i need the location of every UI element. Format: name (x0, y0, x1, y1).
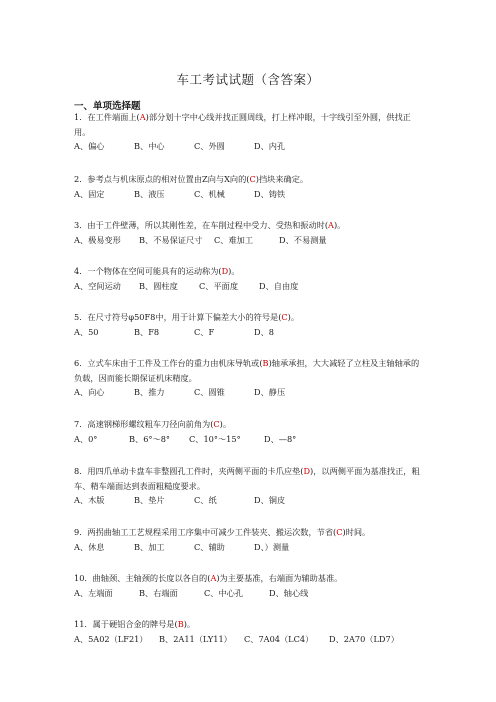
answer-key: A (139, 112, 146, 122)
answer-key: C (336, 527, 343, 537)
option-d: D、）测量 (254, 541, 290, 552)
question-stem: 8．用四爪单动卡盘车非整圆孔工件时，夹两侧平面的卡爪应垫(D)，以两侧平面为基准找正，粗车、精车端面达到表面粗糙度要求。 (74, 466, 420, 491)
answer-key: C (249, 174, 256, 184)
option-a: A、固定 (74, 188, 105, 199)
option-b: B、液压 (134, 188, 165, 199)
option-row (74, 586, 424, 601)
option-b: B、推力 (134, 387, 165, 397)
option-d: D、2A70（LD7） (329, 633, 399, 644)
option-row (74, 385, 424, 400)
option-b: B、垫片 (134, 495, 165, 505)
option-a: A、5A02（LF21） (74, 633, 148, 644)
page-title: 车工考试试题（含答案） (176, 72, 320, 87)
option-d: D、铜皮 (254, 495, 286, 505)
option-c: C、中心孔 (204, 587, 244, 598)
question-stem: 7．高速钢梯形螺纹粗车刀径向前角为(C)。 (74, 419, 232, 429)
option-row (74, 632, 424, 647)
question-8 (74, 464, 424, 508)
question-stem: 10．曲轴颈、主轴颈的长度以各自的(A)为主要基准，右端面为辅助基准。 (74, 573, 343, 583)
question-3 (74, 218, 424, 247)
option-b: B、F8 (134, 326, 160, 337)
option-c: C、外圆 (194, 141, 225, 151)
option-row (74, 187, 424, 202)
option-b: B、6°～8° (129, 433, 170, 444)
option-a: A、空间运动 (74, 280, 121, 291)
question-7 (74, 417, 424, 446)
question-4 (74, 264, 424, 293)
option-d: D、静压 (254, 387, 286, 397)
question-stem: 11．属于硬铝合金的牌号是(B)。 (74, 619, 196, 629)
option-c: C、难加工 (214, 234, 254, 245)
question-stem: 4．一个物体在空间可能具有的运动称为(D)。 (74, 266, 240, 276)
option-b: B、2A11（LY11） (159, 633, 232, 644)
option-row (74, 540, 424, 555)
option-d: D、—8° (264, 433, 297, 444)
option-a: A、向心 (74, 387, 105, 397)
option-c: C、机械 (194, 188, 225, 199)
question-2 (74, 172, 424, 201)
question-6 (74, 356, 424, 400)
option-b: B、右端面 (139, 587, 178, 598)
option-a: A、偏心 (74, 141, 105, 151)
question-stem: 3．由于工件壁薄，所以其刚性差，在车削过程中受力、受热和振动时(A)。 (74, 220, 346, 230)
option-row (74, 279, 424, 294)
answer-key: D (303, 466, 311, 476)
answer-key: C (281, 312, 288, 322)
option-c: C、平面度 (199, 280, 239, 291)
option-d: D、不易测量 (279, 234, 327, 245)
question-stem: 2．参考点与机床原点的相对位置由Z向与X向的(C)挡块来确定。 (74, 174, 309, 184)
option-row (74, 432, 424, 447)
answer-key: A (210, 573, 217, 583)
option-c: C、F (194, 326, 215, 337)
answer-key: B (262, 358, 269, 368)
option-a: A、0° (74, 433, 98, 444)
answer-key: D (221, 266, 229, 276)
question-stem: 1．在工件端面上(A)部分划十字中心线并找正圆周线，打上样冲眼，十字线引至外圆，供找正用。 (74, 112, 411, 137)
option-d: D、自由度 (259, 280, 299, 291)
option-b: B、不易保证尺寸 (139, 234, 203, 245)
question-stem: 9．两拐曲轴工工艺规程采用工序集中可减少工件装夹、搬运次数，节省(C)时间。 (74, 527, 371, 537)
section-heading: 一、单项选择题 (74, 101, 141, 112)
option-d: D、内孔 (254, 141, 286, 151)
option-c: C、圆锥 (194, 387, 225, 397)
option-c: C、7A04（LC4） (244, 633, 314, 644)
option-b: B、加工 (134, 541, 165, 552)
option-row (74, 325, 424, 340)
option-row (74, 139, 424, 154)
question-stem: 6．立式车床由于工件及工作台的重力由机床导轨或(B)轴承承担，大大减轻了立柱及主轴轴承的负载，因而能长期保证机床精度。 (74, 358, 420, 383)
question-11 (74, 617, 424, 646)
option-row (74, 493, 424, 508)
option-a: A、休息 (74, 541, 105, 552)
option-b: B、圆柱度 (139, 280, 178, 291)
question-1 (74, 110, 424, 154)
question-5 (74, 310, 424, 339)
answer-key: C (213, 419, 220, 429)
question-stem: 5．在尺寸符号φ50F8中，用于计算下偏差大小的符号是(C)。 (74, 312, 300, 322)
option-d: D、8 (254, 326, 274, 337)
option-c: C、辅助 (194, 541, 225, 552)
option-a: A、木版 (74, 495, 105, 505)
option-a: A、50 (74, 326, 99, 337)
option-b: B、中心 (134, 141, 165, 151)
option-row (74, 233, 424, 248)
question-10 (74, 571, 424, 600)
option-a: A、极易变形 (74, 234, 121, 245)
question-9 (74, 525, 424, 554)
option-d: D、轴心线 (269, 587, 309, 598)
option-a: A、左端面 (74, 587, 113, 598)
option-c: C、10°～15° (189, 433, 241, 444)
answer-key: A (328, 220, 334, 230)
option-c: C、纸 (194, 495, 217, 505)
option-d: D、铸铁 (254, 188, 286, 199)
answer-key: B (177, 619, 184, 629)
